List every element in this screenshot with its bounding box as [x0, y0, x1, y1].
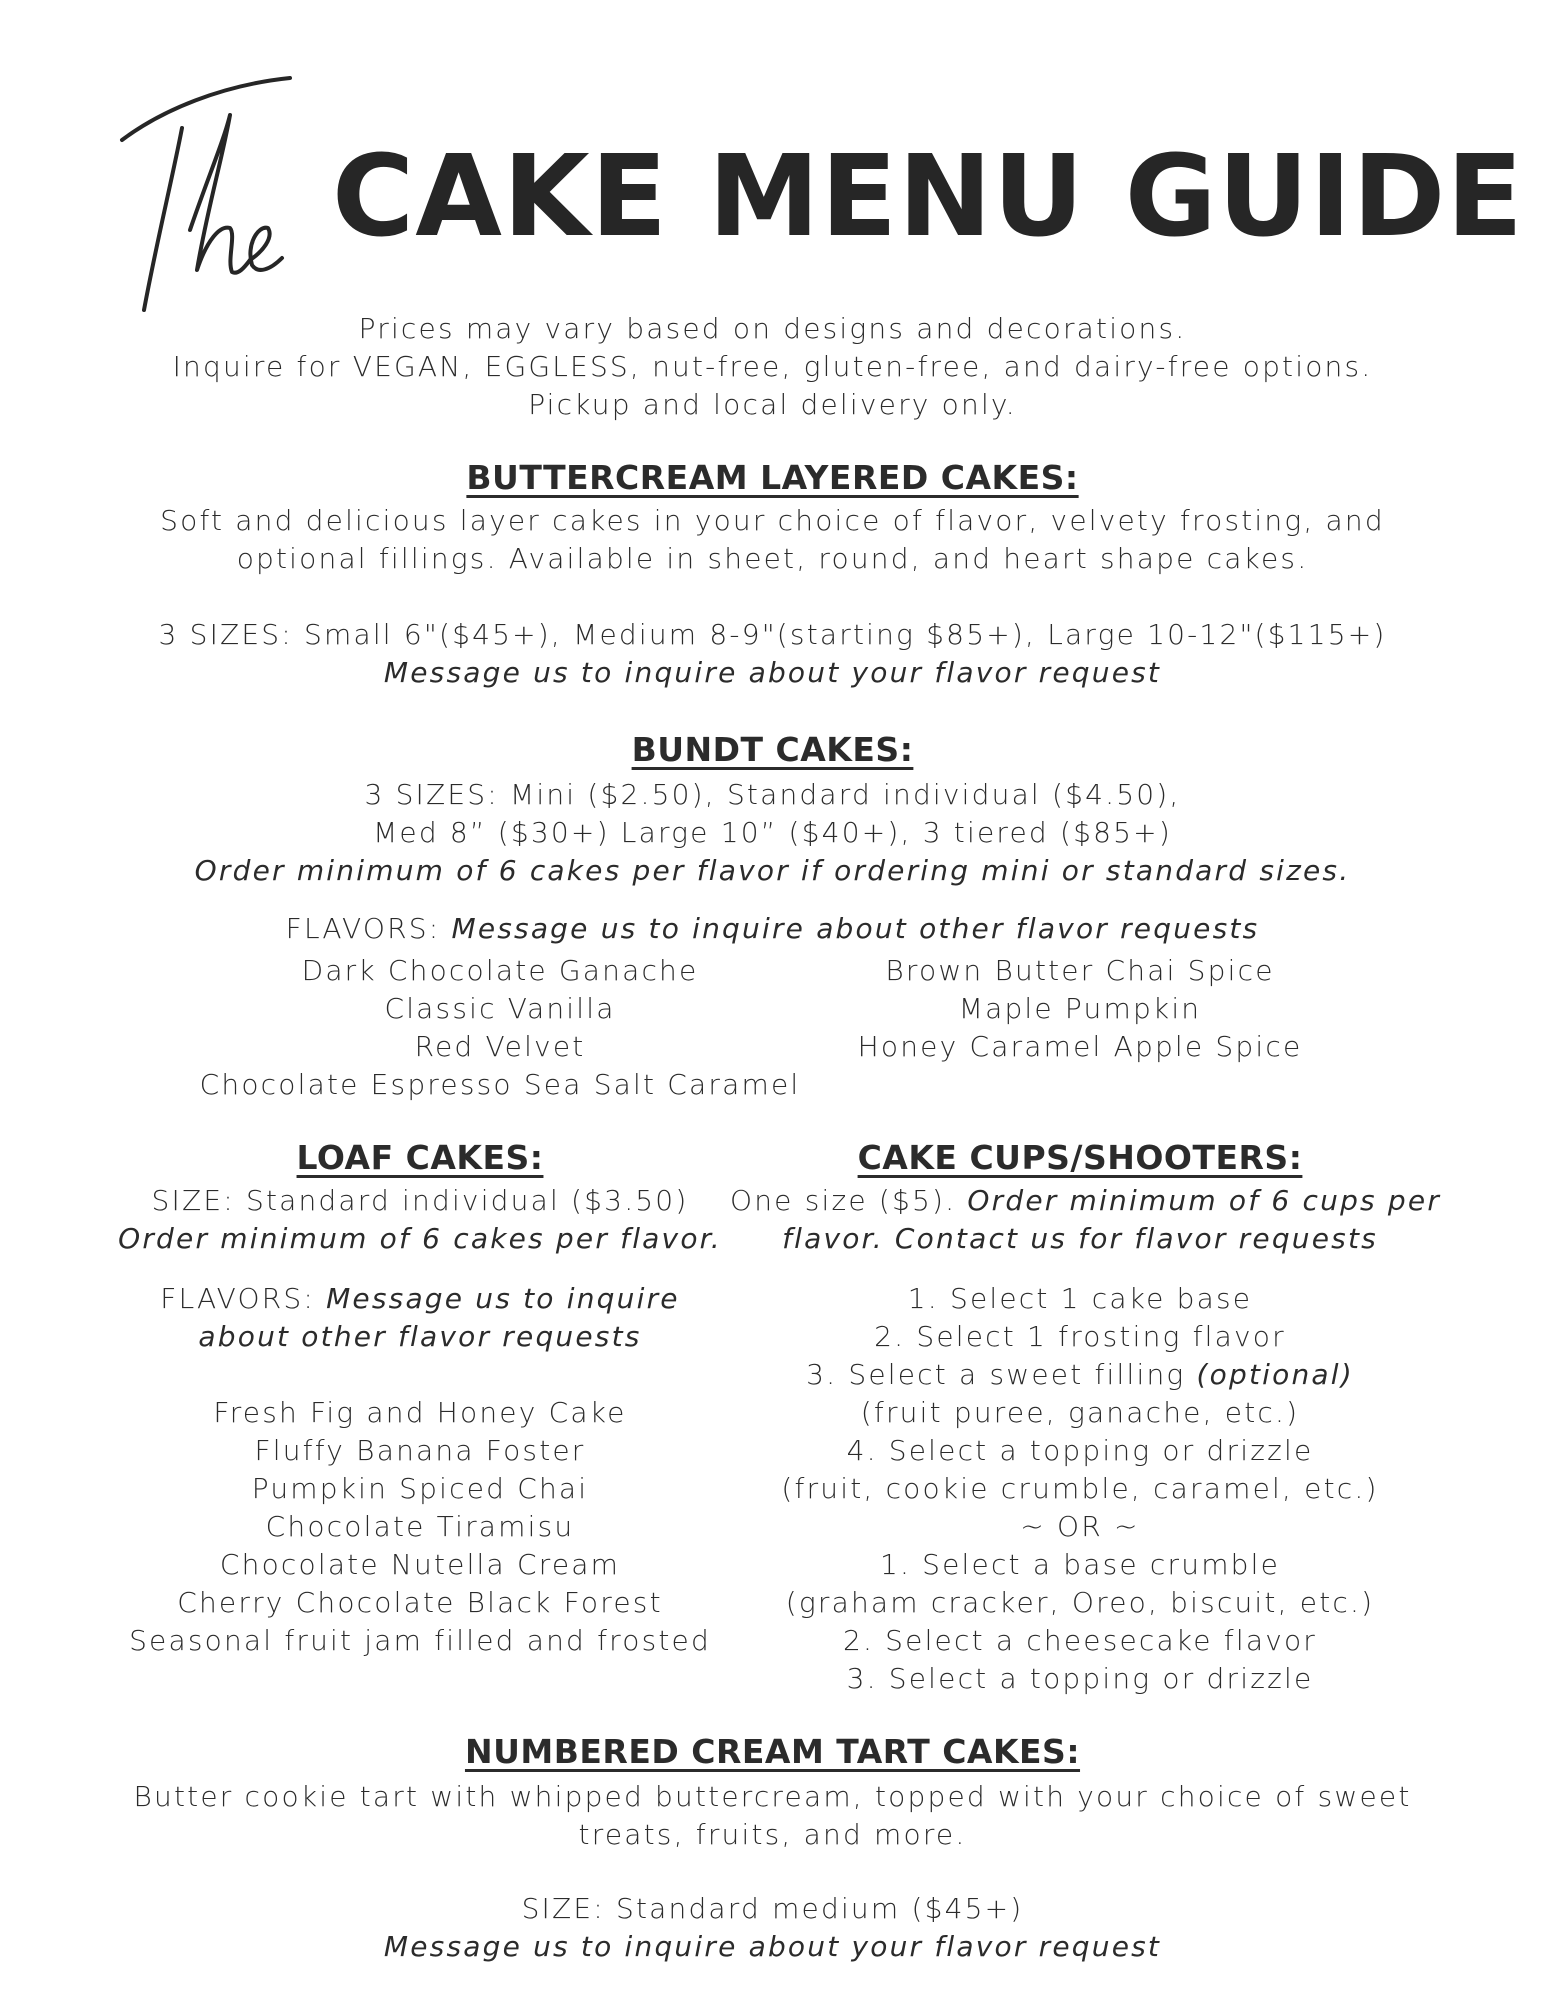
tart-heading: NUMBERED CREAM TART CAKES: [464, 1732, 1081, 1771]
flavors-note: about other flavor requests [198, 1320, 642, 1353]
cups-order-note: flavor. Contact us for flavor requests [782, 1222, 1378, 1255]
flavor-item: Red Velvet [414, 1030, 586, 1063]
bundt-order-note: Order minimum of 6 cakes per flavor if ordering mini or standard sizes. [194, 854, 1351, 887]
buttercream-desc-line: optional fillings. Available in sheet, round, and heart shape cakes. [236, 542, 1309, 575]
cups-size: One size ($5). [730, 1184, 957, 1217]
the-script-lettering [112, 60, 312, 320]
optional-label: (optional) [1196, 1358, 1354, 1391]
flavor-item: Pumpkin Spiced Chai [251, 1472, 589, 1505]
loaf-order-note: Order minimum of 6 cakes per flavor. [118, 1222, 722, 1255]
buttercream-sizes: 3 SIZES: Small 6"($45+), Medium 8-9"(starting $85+), Large 10-12"($115+) [158, 618, 1387, 651]
bundt-flavors-right [820, 952, 1340, 1066]
step-item: 3. Select a topping or drizzle [846, 1662, 1314, 1695]
cups-order-note: Order minimum of 6 cups per [967, 1184, 1442, 1217]
step-item: 3. Select a sweet filling [806, 1358, 1186, 1391]
step-item: 2. Select a cheesecake flavor [842, 1624, 1318, 1657]
step-item: (fruit, cookie crumble, caramel, etc.) [781, 1472, 1379, 1505]
step-item: ~ OR ~ [1020, 1510, 1140, 1543]
step-item: 1. Select 1 cake base [907, 1282, 1253, 1315]
bundt-heading: BUNDT CAKES: [631, 730, 914, 769]
step-item: 1. Select a base crumble [879, 1548, 1281, 1581]
flavor-item: Chocolate Nutella Cream [219, 1548, 621, 1581]
buttercream-description [0, 502, 1545, 578]
bundt-sizes-line: 3 SIZES: Mini ($2.50), Standard individual ($4.50), [364, 778, 1181, 811]
loaf-size: SIZE: Standard individual ($3.50) [151, 1184, 689, 1217]
loaf-size-block [110, 1182, 730, 1258]
tart-desc-line: treats, fruits, and more. [578, 1818, 967, 1851]
flavor-item: Chocolate Espresso Sea Salt Caramel [199, 1068, 801, 1101]
bundt-sizes-line: Med 8” ($30+) Large 10” ($40+), 3 tiered ($85+) [373, 816, 1172, 849]
bundt-flavors-label [0, 910, 1545, 948]
flavor-item: Cherry Chocolate Black Forest [177, 1586, 663, 1619]
tart-size: SIZE: Standard medium ($45+) [521, 1892, 1024, 1925]
tart-note: Message us to inquire about your flavor request [383, 1930, 1162, 1963]
flavor-item: Fresh Fig and Honey Cake [213, 1396, 627, 1429]
flavors-label: FLAVORS: [160, 1282, 315, 1315]
step-item: (fruit puree, ganache, etc.) [860, 1396, 1300, 1429]
flavor-item: Maple Pumpkin [958, 992, 1202, 1025]
buttercream-desc-line: Soft and delicious layer cakes in your choice of flavor, velvety frosting, and [160, 504, 1385, 537]
loaf-heading: LOAF CAKES: [296, 1138, 544, 1177]
buttercream-note: Message us to inquire about your flavor request [383, 656, 1162, 689]
step-item: 4. Select a topping or drizzle [846, 1434, 1314, 1467]
intro-line: Pickup and local delivery only. [528, 388, 1017, 421]
tart-desc-line: Butter cookie tart with whipped buttercream, topped with your choice of sweet [133, 1780, 1412, 1813]
tart-description [0, 1778, 1545, 1854]
flavors-label: FLAVORS: [285, 912, 441, 945]
step-item: (graham cracker, Oreo, biscuit, etc.) [785, 1586, 1375, 1619]
flavors-note: Message us to inquire [326, 1282, 680, 1315]
flavor-item: Honey Caramel Apple Spice [857, 1030, 1303, 1063]
intro-text [0, 310, 1545, 424]
loaf-flavors-list [110, 1394, 730, 1660]
flavor-item: Seasonal fruit jam filled and frosted [129, 1624, 711, 1657]
flavor-item: Classic Vanilla [384, 992, 616, 1025]
cups-size-block [730, 1182, 1442, 1258]
cups-steps [760, 1280, 1400, 1698]
step-item: 2. Select 1 frosting flavor [874, 1320, 1286, 1353]
page-title: CAKE MENU GUIDE [332, 132, 1524, 262]
bundt-sizes [0, 776, 1545, 852]
bundt-flavors-left [180, 952, 820, 1104]
title-script [112, 60, 312, 324]
buttercream-heading: BUTTERCREAM LAYERED CAKES: [466, 458, 1079, 497]
intro-line: Prices may vary based on designs and decorations. [358, 312, 1187, 345]
cups-heading: CAKE CUPS/SHOOTERS: [857, 1138, 1303, 1177]
flavor-item: Fluffy Banana Foster [254, 1434, 586, 1467]
intro-line: Inquire for VEGAN, EGGLESS, nut-free, gluten-free, and dairy-free options. [172, 350, 1373, 383]
flavor-item: Brown Butter Chai Spice [885, 954, 1275, 987]
flavors-note: Message us to inquire about other flavor requests [451, 912, 1260, 945]
loaf-flavors-block [110, 1280, 730, 1356]
flavor-item: Dark Chocolate Ganache [301, 954, 699, 987]
flavor-item: Chocolate Tiramisu [265, 1510, 575, 1543]
